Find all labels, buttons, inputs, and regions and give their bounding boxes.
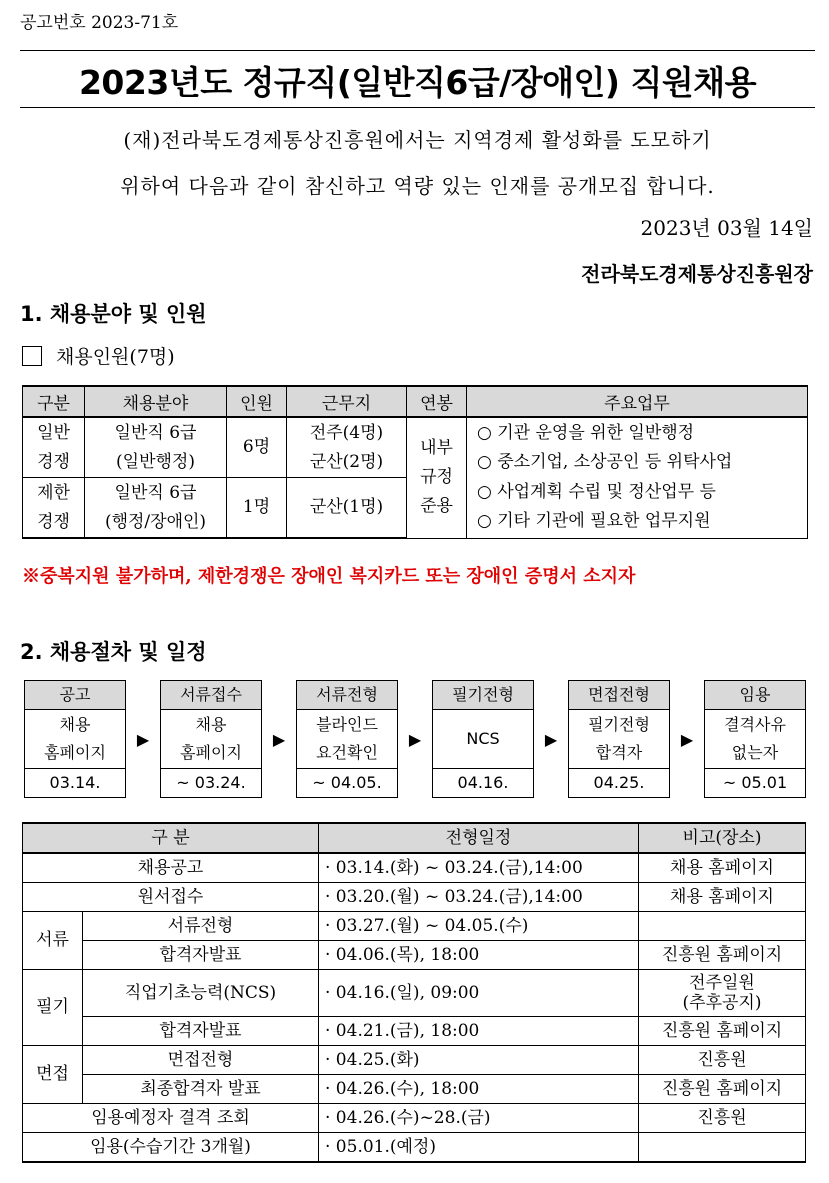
table-row: [23, 883, 806, 912]
table-row: [23, 417, 808, 478]
title-bottom-rule: [20, 107, 815, 108]
step-date: ~ 03.24.: [176, 773, 246, 792]
field-cell: 일반직 6급 (행정/장애인): [85, 478, 227, 539]
duplicate-application-warning: ※중복지원 불가하며, 제한경쟁은 장애인 복지카드 또는 장애인 증명서 소지자: [22, 566, 636, 587]
schedule-note: 진흥원 홈페이지: [639, 1075, 806, 1104]
table-row: [23, 1075, 806, 1104]
col-header-field: 채용분야: [85, 386, 227, 417]
process-step: [160, 680, 262, 798]
schedule-label: 합격자발표: [83, 1017, 319, 1046]
schedule-note: 진흥원 홈페이지: [639, 1017, 806, 1046]
duties-cell: [467, 417, 808, 538]
section-1-heading: 1. 채용분야 및 인원: [20, 302, 207, 326]
schedule-header-row: [23, 823, 806, 853]
schedule-label: 면접전형: [83, 1046, 319, 1075]
step-title: 임용: [705, 681, 805, 710]
schedule-date: · 05.01.(예정): [319, 1133, 639, 1163]
salary-cell: 내부 규정 준용: [407, 417, 467, 538]
schedule-note: 진흥원: [639, 1104, 806, 1133]
recruitment-table: [22, 385, 808, 539]
schedule-group-interview: 면접: [23, 1046, 83, 1104]
col-header-type: 구분: [23, 386, 85, 417]
schedule-note: 전주일원 (추후공지): [639, 970, 806, 1017]
count-cell: 1명: [227, 478, 287, 539]
recruit-count-label: 채용인원(7명): [56, 346, 175, 368]
step-title: 서류접수: [161, 681, 261, 710]
schedule-note: 진흥원 홈페이지: [639, 941, 806, 970]
schedule-date: · 03.27.(월) ~ 04.05.(수): [319, 912, 639, 941]
location-cell: 전주(4명) 군산(2명): [287, 417, 407, 478]
step-body: 결격사유 없는자: [705, 710, 805, 769]
title-top-rule: [20, 50, 815, 51]
announcement-date: 2023년 03월 14일: [640, 216, 813, 240]
checkbox-icon: [22, 346, 42, 366]
duty-item: ○ 중소기업, 소상공인 등 위탁사업: [477, 452, 733, 473]
table-row: [23, 941, 806, 970]
process-step: [568, 680, 670, 798]
arrow-right-icon: ▶: [408, 729, 422, 749]
schedule-date: · 03.20.(월) ~ 03.24.(금),14:00: [319, 883, 639, 912]
schedule-label: 최종합격자 발표: [83, 1075, 319, 1104]
schedule-note: 진흥원: [639, 1046, 806, 1075]
process-step: [432, 680, 534, 798]
col-header-category: 구 분: [23, 823, 319, 853]
col-header-salary: 연봉: [407, 386, 467, 417]
step-title: 필기전형: [433, 681, 533, 710]
schedule-group-document: 서류: [23, 912, 83, 970]
recruit-count-line: [22, 342, 175, 369]
col-header-location: 근무지: [287, 386, 407, 417]
notice-number: 공고번호 2023-71호: [20, 13, 179, 33]
duty-item: ○ 기관 운영을 위한 일반행정: [477, 422, 695, 443]
schedule-label: 임용(수습기간 3개월): [23, 1133, 319, 1163]
schedule-note: 채용 홈페이지: [639, 883, 806, 912]
schedule-date: · 04.26.(수)~28.(금): [319, 1104, 639, 1133]
intro-line-2: 위하여 다음과 같이 참신하고 역량 있는 인재를 공개모집 합니다.: [120, 174, 715, 198]
table-row: [23, 970, 806, 1017]
type-cell: 제한 경쟁: [23, 478, 85, 539]
step-date: 03.14.: [49, 773, 101, 792]
duty-item: ○ 사업계획 수립 및 정산업무 등: [477, 481, 716, 502]
schedule-group-written: 필기: [23, 970, 83, 1046]
step-date: 04.25.: [593, 773, 645, 792]
table-row: [23, 912, 806, 941]
table-row: [23, 1017, 806, 1046]
table-row: [23, 1133, 806, 1163]
schedule-label: 원서접수: [23, 883, 319, 912]
col-header-count: 인원: [227, 386, 287, 417]
arrow-right-icon: ▶: [272, 729, 286, 749]
duty-item: ○ 기타 기관에 필요한 업무지원: [477, 511, 711, 532]
schedule-note: [639, 1133, 806, 1163]
step-title: 서류전형: [297, 681, 397, 710]
location-cell: 군산(1명): [287, 478, 407, 539]
schedule-date: · 04.06.(목), 18:00: [319, 941, 639, 970]
col-header-note: 비고(장소): [639, 823, 806, 853]
table-row: [23, 1104, 806, 1133]
process-flow: [24, 680, 806, 798]
step-date: 04.16.: [457, 773, 509, 792]
schedule-date: · 04.16.(일), 09:00: [319, 970, 639, 1017]
process-step: [704, 680, 806, 798]
process-step: [296, 680, 398, 798]
schedule-table: [22, 822, 806, 1163]
step-body: 필기전형 합격자: [569, 710, 669, 769]
intro-line-1: (재)전라북도경제통상진흥원에서는 지역경제 활성화를 도모하기: [123, 128, 712, 152]
schedule-date: · 03.14.(화) ~ 03.24.(금),14:00: [319, 853, 639, 883]
col-header-duties: 주요업무: [467, 386, 808, 417]
process-step: [24, 680, 126, 798]
schedule-date: · 04.25.(화): [319, 1046, 639, 1075]
schedule-date: · 04.21.(금), 18:00: [319, 1017, 639, 1046]
step-date: ~ 04.05.: [312, 773, 382, 792]
step-title: 공고: [25, 681, 125, 710]
schedule-date: · 04.26.(수), 18:00: [319, 1075, 639, 1104]
step-date: ~ 05.01: [722, 773, 788, 792]
step-body: NCS: [433, 710, 533, 769]
table-row: [23, 853, 806, 883]
count-cell: 6명: [227, 417, 287, 478]
schedule-label: 서류전형: [83, 912, 319, 941]
organization-signature: 전라북도경제통상진흥원장: [581, 262, 813, 286]
step-body: 블라인드 요건확인: [297, 710, 397, 769]
step-body: 채용 홈페이지: [161, 710, 261, 769]
page-title: 2023년도 정규직(일반직6급/장애인) 직원채용: [78, 63, 757, 102]
schedule-label: 채용공고: [23, 853, 319, 883]
step-title: 면접전형: [569, 681, 669, 710]
field-cell: 일반직 6급 (일반행정): [85, 417, 227, 478]
arrow-right-icon: ▶: [680, 729, 694, 749]
schedule-label: 합격자발표: [83, 941, 319, 970]
schedule-note: 채용 홈페이지: [639, 853, 806, 883]
arrow-right-icon: ▶: [544, 729, 558, 749]
schedule-label: 임용예정자 결격 조회: [23, 1104, 319, 1133]
col-header-schedule: 전형일정: [319, 823, 639, 853]
arrow-right-icon: ▶: [136, 729, 150, 749]
recruitment-header-row: [23, 386, 808, 417]
step-body: 채용 홈페이지: [25, 710, 125, 769]
section-2-heading: 2. 채용절차 및 일정: [20, 640, 207, 664]
table-row: [23, 1046, 806, 1075]
schedule-label: 직업기초능력(NCS): [83, 970, 319, 1017]
schedule-note: [639, 912, 806, 941]
type-cell: 일반 경쟁: [23, 417, 85, 478]
